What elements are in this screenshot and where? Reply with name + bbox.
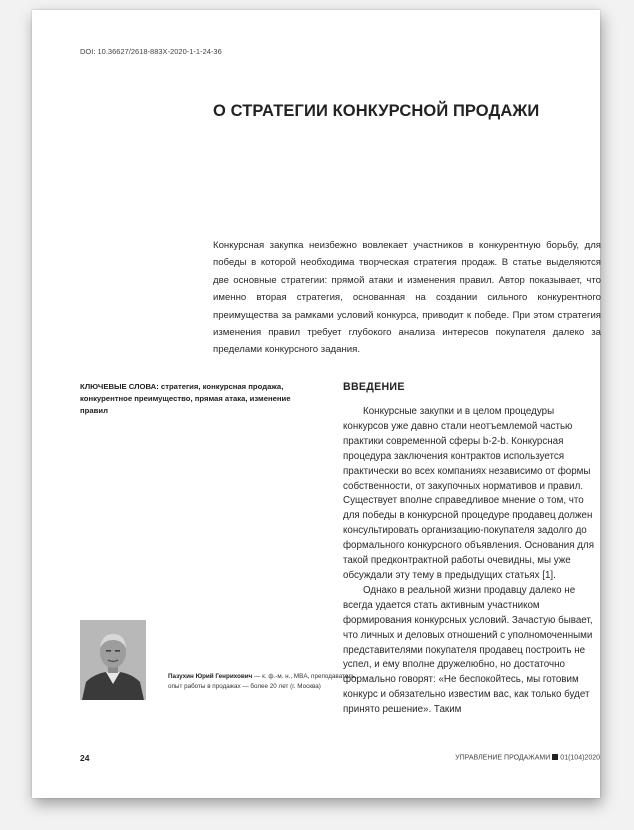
author-photo [80, 620, 146, 700]
paragraph: Конкурсные закупки и в целом процедуры конкурсов уже давно стали неотъемлемой частью практики современной сферы b-2-b. Конкурсная процедура заключения контрактов используется практически во всех компаниях независимо от формы собственности, от закупочных нормативов и правил. Существует вполне справедливое мнение о том, что для победы в конкурсной процедуре продавец должен консультировать организацию-покупателя задолго до формального конкурсного объявления. Основания для такой предконтрактной работы очевидны, мы уже обсуждали эту тему в предыдущих статьях [1]. [343, 406, 595, 581]
issue-number: 01(104)2020 [560, 754, 600, 762]
journal-name: УПРАВЛЕНИЕ ПРОДАЖАМИ [455, 754, 551, 762]
section-heading-introduction: ВВЕДЕНИЕ [343, 381, 405, 393]
page-sheet [32, 10, 600, 798]
page-number: 24 [80, 753, 90, 763]
abstract: Конкурсная закупка неизбежно вовлекает участников в конкурентную борьбу, для победы в которой необходима творческая стратегия продаж. В статье выделяются две основные стратегии: прямой атаки и изменения правил. Автор показывает, что именно вторая стратегия, основанная на создании сильного конкурентного преимущества за рамками условий конкурса, приводит к победе. При этом стратегия изменения правил требует глубокого анализа интересов покупателя далеко за пределами конкурсного задания. [213, 240, 601, 356]
journal-footer [400, 754, 600, 762]
doi-label: DOI: 10.36627/2618-883X-2020-1-1-24-36 [80, 47, 222, 56]
keywords: КЛЮЧЕВЫЕ СЛОВА: стратегия, конкурсная продажа, конкурентное преимущество, прямая атака, изменение правил [80, 382, 291, 415]
square-icon [552, 754, 558, 760]
article-title: О СТРАТЕГИИ КОНКУРСНОЙ ПРОДАЖИ [213, 102, 540, 120]
author-bio: — к. ф.-м. н., MBA, преподаватель, опыт работы в продажах — более 20 лет (г. Москва) [168, 673, 357, 690]
author-caption [168, 672, 364, 691]
author-name: Пазухин Юрий Генрихович [168, 673, 253, 680]
paragraph: Однако в реальной жизни продавцу далеко не всегда удается стать активным участником формирования конкурсных условий. Зачастую бывает, что личных и деловых отношений с уполномоченными представителями покупателя продавец построить не успел, и ему вполне дружелюбно, но достаточно формально говорят: «Не беспокойтесь, мы готовим конкурс и обязательно известим вас, как только будет принято решение». Таким [343, 584, 593, 716]
body-text [343, 405, 601, 718]
